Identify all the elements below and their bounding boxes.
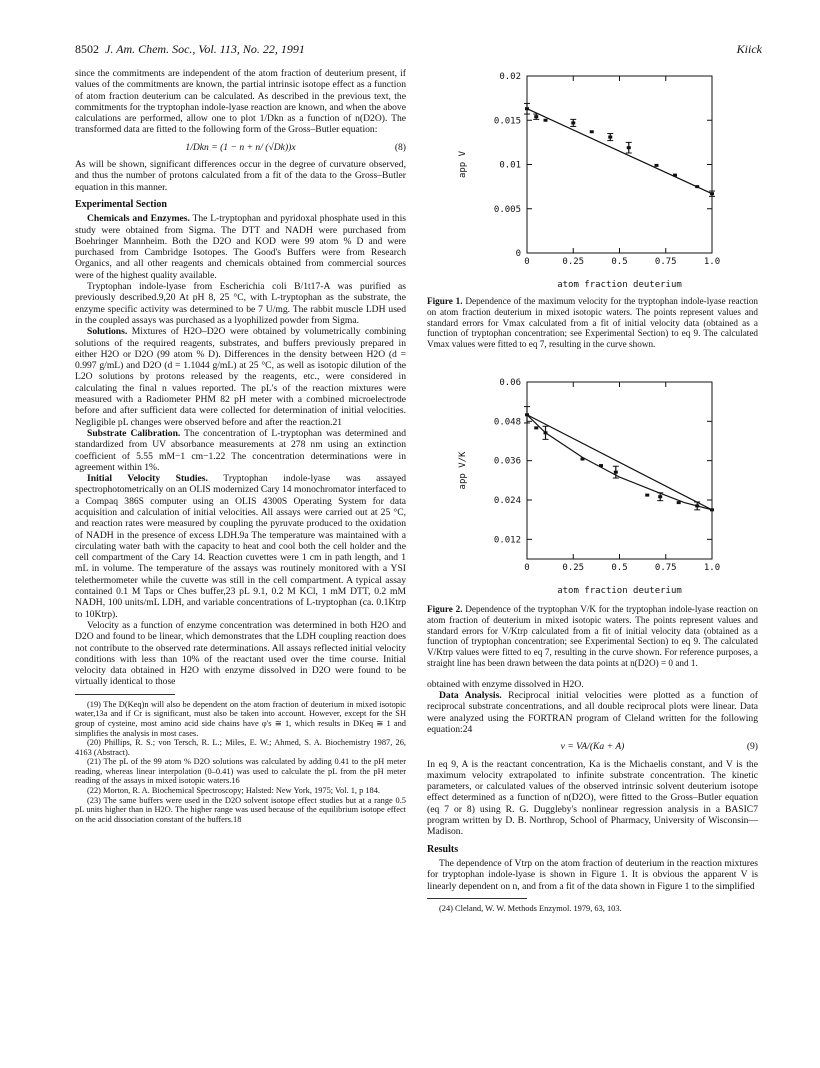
paragraph: The dependence of Vtrp on the atom fraction of deuterium in the reaction mixtures for tryptophan indole-lyase is shown in Figure 1. It is obvious the apparent V is linearly dependent on n, and from a fit of the data shown in Figure 1 to the simplified [427, 857, 758, 892]
y-tick-label: 0.005 [493, 204, 521, 215]
plot-frame [527, 76, 712, 253]
y-tick-label: 0.06 [499, 377, 521, 388]
run-in-heading: Data Analysis. [439, 690, 502, 702]
fit-curve [527, 109, 712, 194]
paragraph [75, 326, 406, 428]
paragraph [427, 690, 758, 735]
x-tick-label: 0.75 [654, 257, 677, 267]
caption-label: Figure 2. [427, 603, 463, 614]
figure-2 [427, 374, 758, 604]
footnote: (22) Morton, R. A. Biochemical Spectroscopy; Halsted: New York, 1975; Vol. 1, p 184. [87, 786, 381, 796]
paragraph [75, 473, 406, 620]
data-point [534, 426, 538, 429]
y-tick-label: 0.01 [499, 160, 521, 171]
x-axis-label: atom fraction deuterium [557, 280, 682, 290]
equation-9 [427, 741, 758, 752]
y-axis-label: app V [458, 150, 468, 179]
x-tick-label: 0.25 [562, 257, 585, 267]
page-number: 8502 [75, 42, 99, 56]
x-tick-label: 0.5 [611, 257, 628, 267]
footnote-rule [427, 898, 527, 899]
data-point [571, 121, 575, 124]
footnote: (19) The D(Keq)n will also be dependent on the atom fraction of deuterium in mixed isotopic water,13a and if Cr is significant, must also be taken into account. However, except for the SH group of cysteine, most amino acid side chains have φ's ≅ 1, which results in DKeq ≅ 1 and simplifies the analysis in most cases. [75, 699, 406, 738]
x-tick-label: 0.5 [611, 562, 628, 573]
y-tick-label: 0.012 [493, 535, 521, 546]
figure-1 [427, 68, 758, 296]
run-in-heading: Chemicals and Enzymes. [87, 213, 190, 225]
footnote: (24) Cleland, W. W. Methods Enzymol. 1979, 63, 103. [439, 903, 622, 913]
equation-number: (8) [394, 141, 406, 153]
paragraph-text: The L-tryptophan and pyridoxal phosphate used in this study were obtained from Sigma. The DTT and NADH were purchased from Boehringer Mannheim. Both the D2O and KOD were 99 atom % D and were purchased from Cambridge Isotopes. The Good's Buffers were from Research Organics, and all other reagents and chemicals obtained from commercial sources were of the highest quality available. [75, 213, 406, 281]
data-point [710, 192, 714, 195]
data-point [658, 495, 662, 498]
data-point [525, 413, 529, 416]
equation-number: (9) [746, 741, 758, 753]
x-tick-label: 1.0 [703, 562, 721, 573]
right-column [427, 68, 758, 913]
caption-label: Figure 1. [427, 296, 463, 306]
data-point [525, 107, 529, 110]
data-point [645, 494, 649, 497]
paragraph [75, 428, 406, 473]
data-point [627, 146, 631, 149]
equation-text: 1/Dkn = (1 − n + n/ (√Dk))x [185, 141, 296, 153]
data-point [695, 185, 699, 188]
paragraph: Velocity as a function of enzyme concentration was determined in both H2O and D2O and found to be linear, which demonstrates that the LDH coupling reaction does not contribute to the observed rate determinations. All assays reflected initial velocity conditions with less than 10% of the reactant used over the time course. Initial velocity data obtained in H2O with enzyme dissolved in D2O were found to be virtually identical to those [75, 619, 406, 688]
caption-text: Dependence of the tryptophan V/K for the tryptophan indole-lyase reaction on atom fraction of deuterium in mixed isotopic waters. The points represent values and standard errors for V/Ktrp calculated from a fit of initial velocity data (obtained as a function of tryptophan concentration; see Experimental Section) to eq 9. The calculated V/Ktrp values were fitted to eq 7, resulting in the curve shown. For reference purposes, a straight line has been drawn between the data points at n(D2O) = 0 and 1. [427, 603, 759, 668]
data-point [534, 115, 538, 118]
data-point [599, 464, 603, 467]
figure-1-caption [427, 296, 758, 350]
data-point [710, 508, 714, 511]
section-heading: Results [427, 843, 459, 855]
y-tick-label: 0.048 [493, 417, 521, 428]
figure-2-caption [427, 604, 758, 669]
x-axis-label: atom fraction deuterium [557, 585, 682, 596]
paragraph-text: The concentration of L-tryptophan was determined and standardized from UV absorbance measurements at 278 nm using an extinction coefficient of 5.55 mM−1 cm−1.22 The concentration determinations were in agreement within 1%. [75, 427, 406, 473]
footnote-rule [75, 694, 175, 695]
y-tick-label: 0.024 [493, 495, 521, 506]
paragraph-text: Tryptophan indole-lyase was assayed spectrophotometrically on an OLIS modernized Cary 14 monochromator interfaced to a Compaq 386S computer using an OLIS 4300S Operating System for data acquisition and calculation of initial velocities. All assays were carried out at 25 °C, and reaction rates were measured by coupling the pyruvate produced to the oxidation of NADH in the presence of excess LDH.9a The temperature was maintained with a circulating water bath with the capacity to heat and cool both the cell holder and the cell compartment of the Cary 14. Reaction cuvettes were 1 cm in path length, and 1 mL in volume. The temperature of the assays was routinely monitored with a YSI telethermometer while the cuvette was still in the cell compartment. A typical assay contained 0.1 M Taps or Ches buffer,23 pL 9.1, 0.2 M KCl, 1 mM DTT, 0.2 mM NADH, 100 units/mL LDH, and variable concentrations of L-tryptophan (ca. 0.1Ktrp to 10Ktrp). [75, 473, 406, 620]
x-tick-label: 1.0 [703, 257, 721, 267]
data-point [614, 471, 618, 474]
footnote: (21) The pL of the 99 atom % D2O solutions was calculated by adding 0.41 to the pH meter reading, whereas linear interpolation (0–0.41) was used to calculate the pL from the pH meter reading of the assays in mixed isotopic waters.16 [75, 757, 406, 786]
x-tick-label: 0.75 [654, 562, 677, 573]
reference-line [527, 415, 712, 510]
left-column [75, 68, 406, 824]
author-header: Kiick [736, 42, 762, 56]
x-tick-label: 0 [524, 562, 530, 573]
y-tick-label: 0.02 [499, 72, 521, 82]
figure-2-chart [427, 374, 758, 604]
run-in-heading: Initial Velocity Studies. [87, 473, 208, 485]
plot-frame [527, 382, 712, 559]
paragraph-text: Mixtures of H2O–D2O were obtained by volumetrically combining solutions of the required reagents, substrates, and buffers previously prepared in either H2O or D2O (99 atom % D). Differences in the density between H2O (d = 0.997 g/mL) and D2O (d = 1.1044 g/mL) at 25 °C, as well as isotopic dilution of the L2O solutions by protons released by the reagents, etc., were considered in calculating the final n values reported. The pL's of the reaction mixtures were measured with a Radiometer PHM 82 pH meter with a combined microelectrode before and after sufficient data were collected for determination of initial velocities. Negligible pL changes were observed before and after the reaction.21 [75, 326, 406, 428]
run-in-heading: Substrate Calibration. [87, 427, 181, 439]
y-tick-label: 0.036 [493, 456, 521, 467]
data-point [581, 458, 585, 461]
y-axis-label: app V/K [458, 451, 468, 490]
equation-text: v = VA/(Ka + A) [560, 741, 625, 753]
figure-1-chart [427, 68, 758, 296]
equation-8 [75, 142, 406, 153]
paragraph [75, 213, 406, 281]
paragraph: In eq 9, A is the reactant concentration, Ka is the Michaelis constant, and V is the maximum velocity extrapolated to infinite substrate concentration. The kinetic parameters, or calculated values of the observed intrinsic solvent deuterium isotope effect determined as a function of n(D2O), were fitted to the Gross–Butler equation (eq 7 or 8) using R. G. Duggleby's nonlinear regression analysis in a BASIC7 program written by D. B. Northrop, School of Pharmacy, University of Wisconsin—Madison. [427, 758, 758, 838]
data-point [673, 174, 677, 177]
section-heading: Experimental Section [75, 198, 167, 210]
footnote: (20) Phillips, R. S.; von Tersch, R. L.; Miles, E. W.; Ahmed, S. A. Biochemistry 1987, 26, 4163 (Abstract). [75, 738, 406, 757]
x-tick-label: 0 [524, 257, 530, 267]
data-point [655, 164, 659, 167]
y-tick-label: 0 [515, 249, 521, 259]
data-point [544, 431, 548, 434]
paragraph: since the commitments are independent of the atom fraction of deuterium present, if values of the commitments are known, the partial intrinsic isotope effect as a function of atom fraction deuterium can be calculated. As described in the previous text, the commitments for the tryptophan indole-lyase reaction are known, and when the above calculations are performed, allow one to plot 1/Dkn as a function of n(D2O). The transformed data are fitted to the following form of the Gross–Butler equation: [75, 68, 406, 136]
running-header [75, 42, 305, 58]
paragraph-text: Reciprocal initial velocities were plotted as a function of reciprocal substrate concentrations, and all double reciprocal plots were linear. Data were analyzed using the FORTRAN program of Cleland written for the following equation:24 [427, 690, 759, 735]
data-point [608, 136, 612, 139]
paragraph: As will be shown, significant differences occur in the degree of curvature observed, and thus the number of protons calculated from a fit of the data to the Gross–Butler equation in this manner. [75, 159, 406, 193]
x-tick-label: 0.25 [562, 562, 585, 573]
data-point [590, 130, 594, 133]
run-in-heading: Solutions. [87, 326, 128, 338]
paragraph: Tryptophan indole-lyase from Escherichia coli B/1t17-A was purified as previously described.9,20 At pH 8, 25 °C, with L-tryptophan as the substrate, the enzyme specific activity was determined to be 7 U/mg. The rabbit muscle LDH used in the coupled assays was purchased as a lyophilized powder from Sigma. [75, 281, 406, 326]
data-point [544, 119, 548, 122]
caption-text: Dependence of the maximum velocity for the tryptophan indole-lyase reaction on atom fraction deuterium in mixed isotopic waters. The points represent values and standard errors for Vmax calculated from a fit of initial velocity data (obtained as a function of tryptophan concentration; see Experimental Section) to eq 9. The calculated Vmax values were fitted to eq 7, resulting in the curve shown. [427, 296, 759, 350]
data-point [677, 501, 681, 504]
footnote: (23) The same buffers were used in the D2O solvent isotope effect studies but at a range 0.5 pL units higher than in H2O. The higher range was used because of the equilibrium isotope effect on the acid dissociation constant of the buffers.18 [75, 795, 406, 824]
y-tick-label: 0.015 [493, 116, 521, 127]
journal-citation: J. Am. Chem. Soc., Vol. 113, No. 22, 1991 [105, 42, 305, 56]
data-point [695, 504, 699, 507]
paragraph: obtained with enzyme dissolved in H2O. [427, 678, 584, 690]
